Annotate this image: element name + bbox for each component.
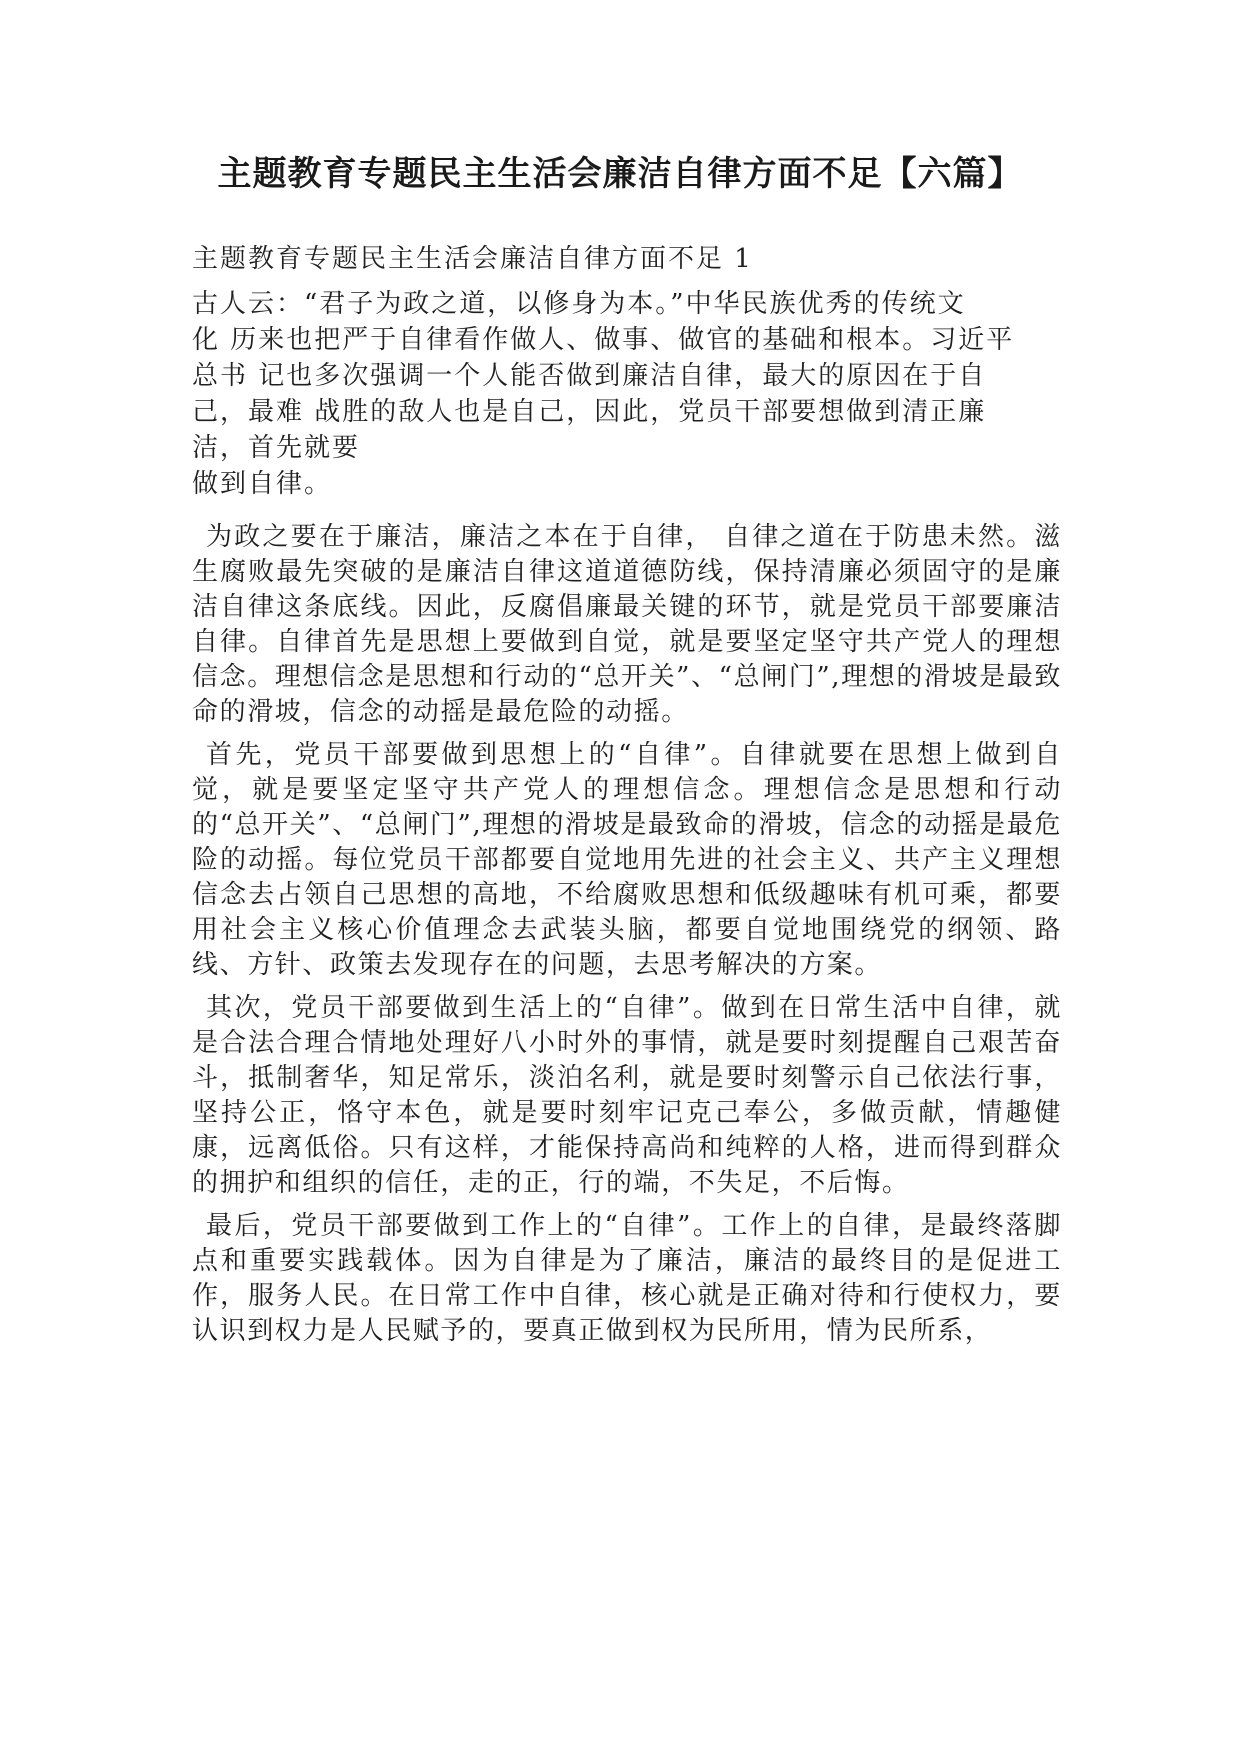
body-paragraph-4: 最后，党员干部要做到工作上的“自律”。工作上的自律，是最终落脚点和重要实践载体。因为自律是为了廉洁，廉洁的最终目的是促进工作，服务人民。在日常工作中自律，核心就是正确对待和行使权力，要认识到权力是人民赋予的，要真正做到权为民所用，情为民所系， xyxy=(192,1211,1062,1346)
body-paragraph-3: 其次，党员干部要做到生活上的“自律”。做到在日常生活中自律，就是合法合理合情地处理好八小时外的事情，就是要时刻提醒自己艰苦奋斗，抵制奢华，知足常乐，淡泊名利，就是要时刻警示自己依法行事，坚持公正，恪守本色，就是要时刻牢记克己奉公，多做贡献，情趣健康，远离低俗。只有这样，才能保持高尚和纯粹的人格，进而得到群众的拥护和组织的信任，走的正，行的端，不失足，不后悔。 xyxy=(192,993,1062,1198)
body-paragraph-2: 首先，党员干部要做到思想上的“自律”。自律就要在思想上做到自觉，就是要坚定坚守共产党人的理想信念。理想信念是思想和行动的“总开关”、“总闸门”,理想的滑坡是最致命的滑坡，信念的动摇是最危险的动摇。每位党员干部都要自觉地用先进的社会主义、共产主义理想信念去占领自己思想的高地，不给腐败思想和低级趣味有机可乘，都要用社会主义核心价值理念去武装头脑，都要自觉地围绕党的纲领、路线、方针、政策去发现存在的问题，去思考解决的方案。 xyxy=(192,740,1062,980)
document-title: 主题教育专题民主生活会廉洁自律方面不足【六篇】 xyxy=(217,154,1023,194)
intro-line: 洁，首先就要 xyxy=(192,433,361,463)
document-body xyxy=(192,240,1062,1349)
intro-line: 总书 记也多次强调一个人能否做到廉洁自律，最大的原因在于自 xyxy=(192,361,987,391)
intro-line: 古人云：“君子为政之道，以修身为本。”中华民族优秀的传统文 xyxy=(192,289,966,319)
section-heading: 主题教育专题民主生活会廉洁自律方面不足 1 xyxy=(192,244,753,274)
body-paragraph-1: 为政之要在于廉洁，廉洁之本在于自律， 自律之道在于防患未然。滋生腐败最先突破的是廉洁自律这道道德防线，保持清廉必须固守的是廉洁自律这条底线。因此，反腐倡廉最关键的环节，就是党员干部要廉洁自律。自律首先是思想上要做到自觉，就是要坚定坚守共产党人的理想信念。理想信念是思想和行动的“总开关”、“总闸门”,理想的滑坡是最致命的滑坡，信念的动摇是最危险的动摇。 xyxy=(192,522,1062,727)
intro-line: 做到自律。 xyxy=(192,469,333,499)
intro-line: 己，最难 战胜的敌人也是自己，因此，党员干部要想做到清正廉 xyxy=(192,397,987,427)
intro-paragraph xyxy=(192,286,1062,502)
intro-line: 化 历来也把严于自律看作做人、做事、做官的基础和根本。习近平 xyxy=(192,325,1015,355)
